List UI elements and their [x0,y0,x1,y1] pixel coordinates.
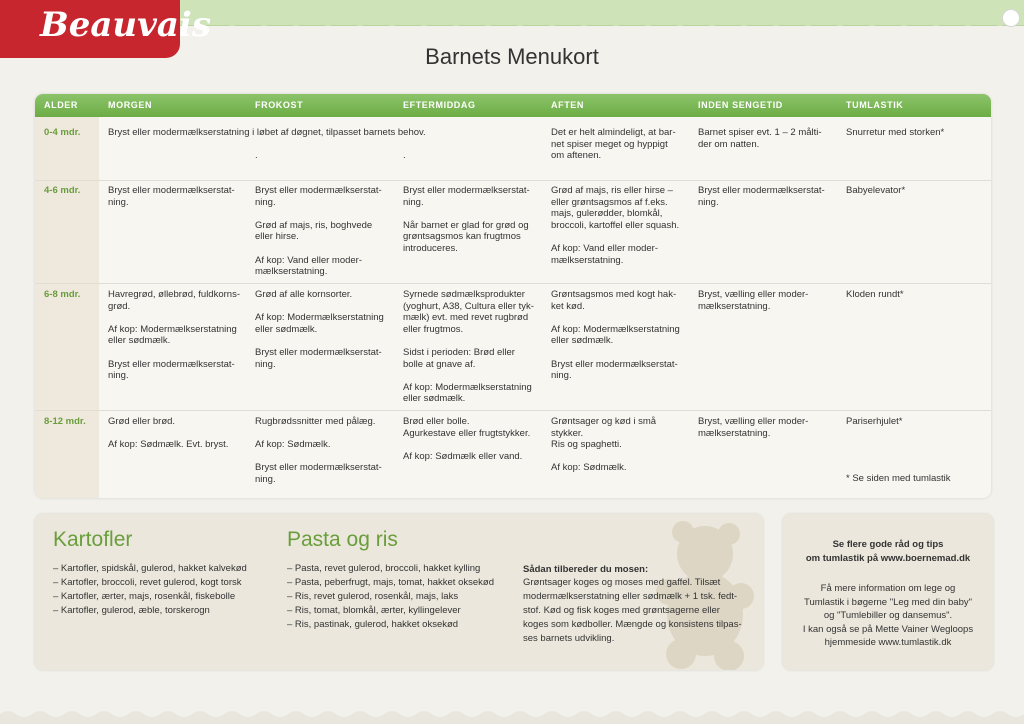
cell-inden-sengetid: Bryst, vælling eller moder- mælkserstatning. [698,289,809,312]
cell-aften: Det er helt almindeligt, at bar- net spiser meget og hyppigt om aftenen. [551,127,676,162]
cell-aften: Grød af majs, ris eller hirse – eller grøntsagsmos af f.eks. majs, gulerødder, blomkål, broccoli, kartoffel eller squash. Af kop: Vand eller moder- mælkserstatning. [551,185,680,266]
list-item: – Kartofler, ærter, majs, rosenkål, fiskebolle [53,591,236,602]
pasta-title: Pasta og ris [287,528,398,551]
cell-tumlastik: Babyelevator* [846,185,906,196]
kartofler-title: Kartofler [53,528,133,551]
age-label: 8-12 mdr. [44,416,86,427]
pasta-list [287,562,494,632]
mos-instructions: Grøntsager koges og moses med gaffel. Tilsæt modermælkserstatning eller sødmælk + 1 tsk. fedt- stof. Kød og fisk koges med grøntsagerne eller koges som kødboller. Mængde og konsistens tilpas- ses barnets udvikling. [523,577,742,644]
cell-aften: Grøntsager og kød i små stykker. Ris og spaghetti. Af kop: Sødmælk. [551,416,657,474]
row-divider [35,180,991,181]
cell-aften: Grøntsagsmos med kogt hak- ket kød. Af kop: Modermælkserstatning eller sødmælk. Bryst eller modermælkserstat- ning. [551,289,680,382]
row-divider [35,410,991,411]
header-frokost: FROKOST [255,100,304,110]
cell-tumlastik: Kloden rundt* [846,289,904,300]
list-item: – Kartofler, spidskål, gulerod, hakket kalvekød [53,563,247,574]
list-item: – Kartofler, broccoli, revet gulerod, kogt torsk [53,577,242,588]
info-text: Få mere information om lege og Tumlastik i bøgerne "Leg med din baby" og "Tumlebiller og dansemus". I kan også se på Mette Vainer Wegloops hjemmeside www.tumlastik.dk [802,583,974,648]
cell-morgen: Grød eller brød. Af kop: Sødmælk. Evt. bryst. [108,416,229,451]
header-inden-sengetid: INDEN SENGETID [698,100,783,110]
age-label: 4-6 mdr. [44,185,81,196]
list-item: – Kartofler, gulerod, æble, torskerogn [53,605,210,616]
cell-frokost: Bryst eller modermælkserstat- ning. Grød af majs, ris, boghvede eller hirse. Af kop: Vand eller moder- mælkserstatning. [255,185,382,278]
cell-inden-sengetid: Bryst, vælling eller moder- mælkserstatning. [698,416,809,439]
cell-eftermiddag: Bryst eller modermælkserstat- ning. Når barnet er glad for grød og grøntsagsmos kan frugtmos introduceres. [403,185,530,254]
list-item: – Pasta, revet gulerod, broccoli, hakket kylling [287,563,481,574]
brand-logo: Beauvais [0,0,180,58]
cell-eftermiddag: Brød eller bolle. Agurkestave eller frugtstykker. Af kop: Sødmælk eller vand. [403,416,531,462]
list-item: – Ris, tomat, blomkål, ærter, kyllingelever [287,605,461,616]
cell-tumlastik: Pariserhjulet* [846,416,903,427]
header-aften: AFTEN [551,100,584,110]
cell-frokost: Grød af alle kornsorter. Af kop: Modermælkserstatning eller sødmælk. Bryst eller modermælkserstat- ning. [255,289,384,370]
cell-inden-sengetid: Bryst eller modermælkserstat- ning. [698,185,825,208]
info-heading: Se flere gode råd og tips om tumlastik på www.boernemad.dk [805,539,971,564]
info-panel [783,514,993,670]
header-morgen: MORGEN [108,100,153,110]
menu-table [35,94,991,498]
cell-morgen: Havregrød, øllebrød, fuldkorns- grød. Af kop: Modermælkserstatning eller sødmælk. Bryst eller modermælkserstat- ning. [108,289,240,382]
header-tumlastik: TUMLASTIK [846,100,904,110]
bottom-wave-border [0,706,1024,724]
recipes-panel [35,514,763,670]
header-eftermiddag: EFTERMIDDAG [403,100,476,110]
cell-morgen: Bryst eller modermælkserstatning i løbet af døgnet, tilpasset barnets behov. [108,127,426,138]
cell-frokost: . [255,150,258,161]
mos-heading: Sådan tilbereder du mosen: [523,564,649,575]
table-header [35,94,991,117]
age-label: 6-8 mdr. [44,289,81,300]
age-column-background [35,117,99,498]
cell-morgen: Bryst eller modermælkserstat- ning. [108,185,235,208]
table-footnote: * Se siden med tumlastik [846,473,951,484]
list-item: – Pasta, peberfrugt, majs, tomat, hakket oksekød [287,577,494,588]
list-item: – Ris, revet gulerod, rosenkål, majs, laks [287,591,459,602]
cell-frokost: Rugbrødssnitter med pålæg. Af kop: Sødmælk. Bryst eller modermælkserstat- ning. [255,416,382,485]
punch-hole-right [1002,9,1020,27]
list-item: – Ris, pastinak, gulerod, hakket oksekød [287,619,459,630]
page-title: Barnets Menukort [425,44,599,69]
cell-inden-sengetid: Barnet spiser evt. 1 – 2 målti- der om natten. [698,127,822,150]
kartofler-list [53,562,247,618]
cell-tumlastik: Snurretur med storken* [846,127,945,138]
cell-eftermiddag: . [403,150,406,161]
cell-eftermiddag: Syrnede sødmælksprodukter (yoghurt, A38, Cultura eller tyk- mælk) evt. med revet rugbrød eller frugtmos. Sidst i perioden: Brød eller bolle at gnave af. Af kop: Modermælkserstatning eller sødmælk. [403,289,534,405]
age-label: 0-4 mdr. [44,127,81,138]
row-divider [35,283,991,284]
header-alder: ALDER [44,100,78,110]
